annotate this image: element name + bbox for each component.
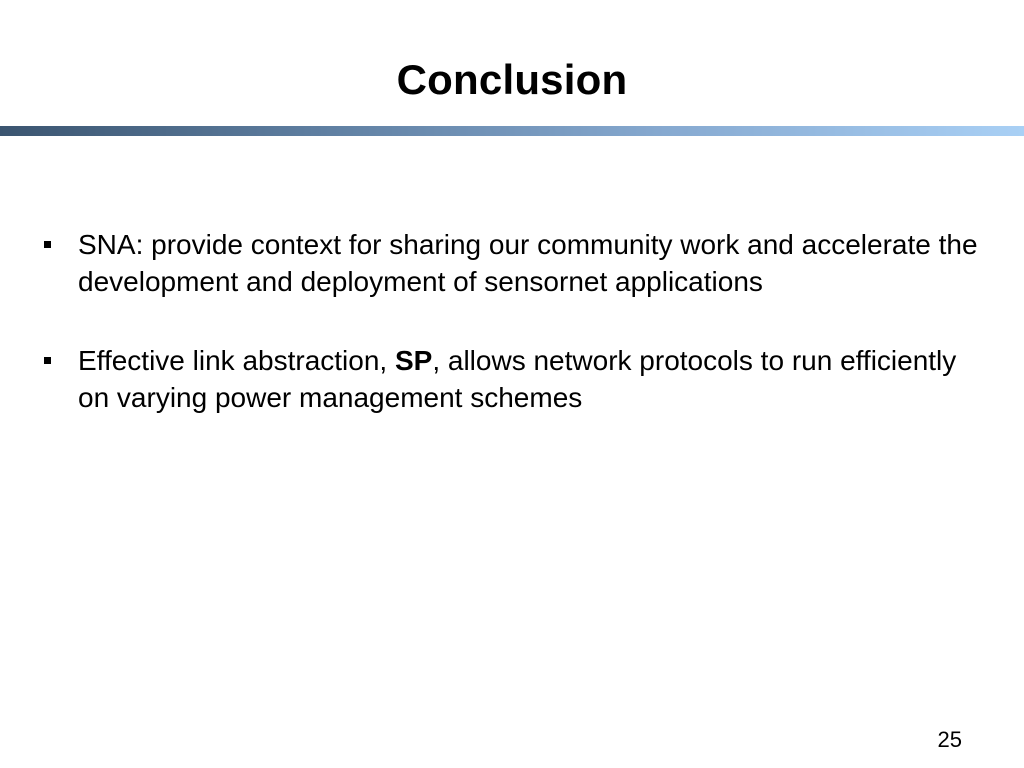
square-bullet-icon bbox=[44, 241, 51, 248]
page-number: 25 bbox=[937, 727, 962, 752]
bullet-item-2 bbox=[42, 342, 982, 416]
title-underline-bar bbox=[0, 126, 1024, 136]
bullet-item-1 bbox=[42, 226, 982, 300]
bullet-text-2-bold: SP bbox=[394, 345, 433, 376]
bullet-text-2-after: , allows network protocols to run efficiently on varying power management schemes bbox=[78, 345, 957, 413]
square-bullet-icon bbox=[44, 357, 51, 364]
bullet-text-2-before: Effective link abstraction, bbox=[78, 345, 395, 376]
bullet-list bbox=[42, 226, 982, 458]
bullet-text-1: SNA: provide context for sharing our community work and accelerate the development and deployment of sensornet applications bbox=[78, 229, 978, 297]
slide-title: Conclusion bbox=[396, 56, 628, 103]
